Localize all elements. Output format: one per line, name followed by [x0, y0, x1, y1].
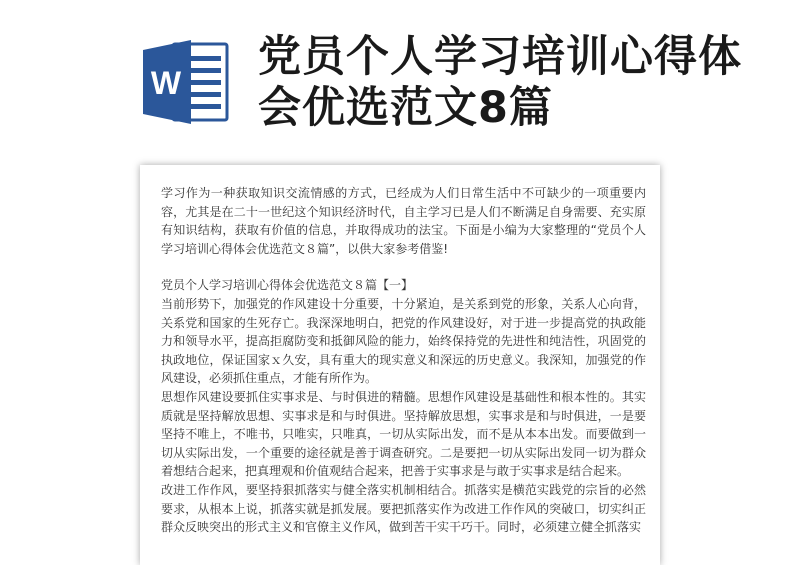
body-paragraph: 改进工作作风，要坚持狠抓落实与健全落实机制相结合。抓落实是横范实践党的宗旨的必然要求，从根本上说，抓落实就是抓发展。要把抓落实作为改进工作作风的突破口，切实纠正群众反映突出的形式主义和官僚主义作风，做到苦干实干巧干。同时，必须建立健全抓落实 — [161, 482, 646, 535]
document-page — [140, 165, 660, 565]
body-paragraph: 当前形势下，加强党的作风建设十分重要，十分紧迫，是关系到党的形象，关系人心向背，关系党和国家的生死存亡。我深深地明白，把党的作风建设好，对于进一步提高党的执政能力和领导水平，提高拒腐防变和抵御风险的能力，始终保持党的先进性和纯洁性，巩固党的执政地位，保证国家ｘ久安，具有重大的现实意义和深远的历史意义。我深知，加强党的作风建设，必须抓住重点，才能有所作为。 — [161, 296, 646, 386]
paragraph-gap — [161, 258, 646, 276]
header — [0, 0, 800, 160]
section-heading: 党员个人学习培训心得体会优选范文８篇【一】 — [161, 278, 414, 293]
document-body — [161, 184, 646, 537]
intro-paragraph: 学习作为一种获取知识交流情感的方式，已经成为人们日常生活中不可缺少的一项重要内容，尤其是在二十一世纪这个知识经济时代，自主学习已是人们不断满足自身需要、充实原有知识结构，获取有价值的信息，并取得成功的法宝。下面是小编为大家整理的“党员个人学习培训心得体会优选范文８篇”，以供大家参考借鉴! — [161, 186, 646, 256]
page-title: 党员个人学习培训心得体会优选范文8篇 — [258, 32, 742, 133]
word-icon-letter: W — [150, 65, 182, 101]
word-document-icon — [143, 38, 229, 126]
body-paragraph: 思想作风建设要抓住实事求是、与时俱进的精髓。思想作风建设是基础性和根本性的。其实质就是坚持解放思想、实事求是和与时俱进。坚持解放思想，实事求是和与时俱进，一是要坚持不唯上，不唯书，只唯实，只唯真，一切从实际出发，而不是从本本出发。而要做到一切从实际出发，一个重要的途径就是善于调查研究。二是要把一切从实际出发同一切为群众着想结合起来，把真理观和价值观结合起来，把善于实事求是与敢于实事求是结合起来。 — [161, 389, 646, 479]
